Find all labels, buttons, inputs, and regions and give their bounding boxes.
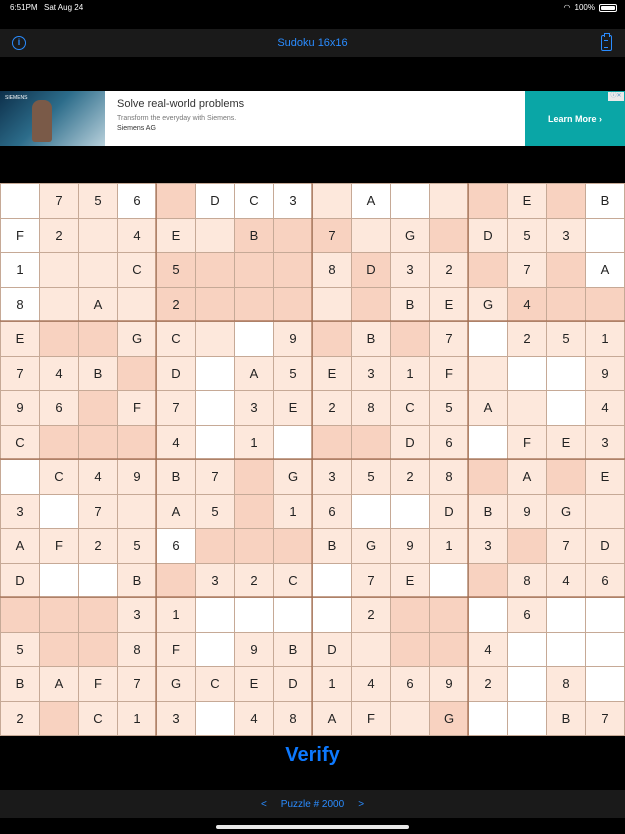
sudoku-cell[interactable] xyxy=(391,598,429,632)
sudoku-cell[interactable]: 5 xyxy=(274,357,312,391)
sudoku-cell[interactable] xyxy=(430,598,468,632)
sudoku-cell[interactable] xyxy=(79,426,117,460)
sudoku-cell[interactable] xyxy=(430,184,468,218)
info-icon[interactable]: i xyxy=(12,36,26,50)
sudoku-cell[interactable]: 5 xyxy=(79,184,117,218)
sudoku-cell[interactable]: 5 xyxy=(547,322,585,356)
sudoku-cell[interactable] xyxy=(79,391,117,425)
sudoku-cell[interactable]: E xyxy=(274,391,312,425)
sudoku-cell[interactable]: 4 xyxy=(352,667,390,701)
sudoku-cell[interactable] xyxy=(196,426,234,460)
verify-button[interactable]: Verify xyxy=(285,744,340,766)
sudoku-cell[interactable]: C xyxy=(40,460,78,494)
sudoku-cell[interactable]: F xyxy=(508,426,546,460)
sudoku-cell[interactable]: 2 xyxy=(313,391,351,425)
sudoku-cell[interactable] xyxy=(586,667,624,701)
ad-text[interactable] xyxy=(105,91,525,146)
sudoku-cell[interactable]: 8 xyxy=(313,253,351,287)
sudoku-cell[interactable]: 4 xyxy=(40,357,78,391)
sudoku-cell[interactable] xyxy=(547,391,585,425)
sudoku-cell[interactable]: 6 xyxy=(313,495,351,529)
sudoku-cell[interactable]: B xyxy=(391,288,429,322)
sudoku-cell[interactable] xyxy=(430,564,468,598)
page-title: Sudoku 16x16 xyxy=(277,37,348,49)
sudoku-cell[interactable]: 3 xyxy=(547,219,585,253)
puzzle-number[interactable]: Puzzle # 2000 xyxy=(280,798,345,810)
sudoku-cell[interactable] xyxy=(352,426,390,460)
sudoku-cell[interactable]: 6 xyxy=(586,564,624,598)
sudoku-cell[interactable]: D xyxy=(430,495,468,529)
sudoku-cell[interactable]: G xyxy=(352,529,390,563)
status-right xyxy=(564,3,617,12)
ad-person-image xyxy=(32,100,52,142)
sudoku-cell[interactable]: 3 xyxy=(586,426,624,460)
sudoku-cell[interactable]: 2 xyxy=(1,702,39,736)
sudoku-cell[interactable]: 7 xyxy=(586,702,624,736)
sudoku-cell[interactable] xyxy=(40,495,78,529)
sudoku-cell[interactable]: 4 xyxy=(586,391,624,425)
sudoku-cell[interactable]: 5 xyxy=(430,391,468,425)
sudoku-cell[interactable]: C xyxy=(157,322,195,356)
sudoku-cell[interactable]: B xyxy=(274,633,312,667)
next-puzzle-button[interactable]: > xyxy=(358,798,365,810)
ad-image[interactable] xyxy=(0,91,105,146)
sudoku-cell[interactable] xyxy=(196,598,234,632)
sudoku-cell[interactable]: G xyxy=(547,495,585,529)
sudoku-cell[interactable]: F xyxy=(1,219,39,253)
sudoku-cell[interactable]: 7 xyxy=(118,667,156,701)
sudoku-cell[interactable]: C xyxy=(79,702,117,736)
sudoku-cell[interactable] xyxy=(547,460,585,494)
sudoku-cell[interactable] xyxy=(352,288,390,322)
sudoku-cell[interactable]: B xyxy=(313,529,351,563)
sudoku-cell[interactable]: 4 xyxy=(118,219,156,253)
sudoku-cell[interactable] xyxy=(235,495,273,529)
ad-brand-mark: SIEMENS xyxy=(5,95,28,101)
sudoku-cell[interactable]: C xyxy=(1,426,39,460)
sudoku-cell[interactable]: 7 xyxy=(352,564,390,598)
sudoku-cell[interactable] xyxy=(196,633,234,667)
sudoku-cell[interactable] xyxy=(118,495,156,529)
sudoku-cell[interactable] xyxy=(469,564,507,598)
sudoku-cell[interactable]: 7 xyxy=(79,495,117,529)
sudoku-cell[interactable] xyxy=(469,253,507,287)
sudoku-cell[interactable]: 3 xyxy=(196,564,234,598)
sudoku-cell[interactable]: 9 xyxy=(1,391,39,425)
status-time: 6:51PM xyxy=(10,3,38,12)
sudoku-cell[interactable] xyxy=(313,288,351,322)
status-date: Sat Aug 24 xyxy=(44,3,84,12)
sudoku-cell[interactable]: 4 xyxy=(508,288,546,322)
sudoku-cell[interactable] xyxy=(79,564,117,598)
sudoku-cell[interactable]: D xyxy=(274,667,312,701)
navigation-bar xyxy=(0,29,625,57)
sudoku-cell[interactable]: A xyxy=(352,184,390,218)
sudoku-cell[interactable]: B xyxy=(235,219,273,253)
sudoku-cell[interactable] xyxy=(547,184,585,218)
sudoku-cell[interactable]: B xyxy=(586,184,624,218)
sudoku-cell[interactable]: B xyxy=(1,667,39,701)
sudoku-cell[interactable] xyxy=(40,633,78,667)
sudoku-cell[interactable] xyxy=(508,633,546,667)
sudoku-cell[interactable] xyxy=(118,426,156,460)
sudoku-cell[interactable]: A xyxy=(586,253,624,287)
sudoku-cell[interactable]: F xyxy=(157,633,195,667)
sudoku-cell[interactable]: 9 xyxy=(430,667,468,701)
sudoku-cell[interactable]: 6 xyxy=(118,184,156,218)
sudoku-cell[interactable]: 8 xyxy=(547,667,585,701)
sudoku-cell[interactable]: 6 xyxy=(508,598,546,632)
sudoku-cell[interactable]: 8 xyxy=(430,460,468,494)
sudoku-cell[interactable]: 1 xyxy=(313,667,351,701)
sudoku-cell[interactable]: D xyxy=(469,219,507,253)
sudoku-cell[interactable]: G xyxy=(391,219,429,253)
sudoku-cell[interactable]: A xyxy=(469,391,507,425)
sudoku-cell[interactable]: 3 xyxy=(1,495,39,529)
sudoku-cell[interactable]: 2 xyxy=(430,253,468,287)
sudoku-cell[interactable] xyxy=(79,598,117,632)
learn-more-label: Learn More xyxy=(547,113,597,124)
sudoku-cell[interactable] xyxy=(469,426,507,460)
ad-banner[interactable] xyxy=(0,91,625,146)
sudoku-cell[interactable] xyxy=(508,357,546,391)
sudoku-cell[interactable] xyxy=(79,633,117,667)
chevron-right-icon: › xyxy=(599,113,603,124)
sudoku-cell[interactable] xyxy=(469,460,507,494)
sudoku-cell[interactable] xyxy=(40,598,78,632)
sudoku-cell[interactable] xyxy=(274,529,312,563)
sudoku-cell[interactable]: 4 xyxy=(547,564,585,598)
sudoku-cell[interactable]: G xyxy=(118,322,156,356)
sudoku-cell[interactable]: 3 xyxy=(274,184,312,218)
sudoku-cell[interactable]: 7 xyxy=(313,219,351,253)
sudoku-cell[interactable]: F xyxy=(118,391,156,425)
sudoku-cell[interactable]: 9 xyxy=(586,357,624,391)
sudoku-cell[interactable]: A xyxy=(157,495,195,529)
sudoku-cell[interactable]: D xyxy=(352,253,390,287)
sudoku-cell[interactable] xyxy=(469,322,507,356)
sudoku-cell[interactable] xyxy=(274,426,312,460)
sudoku-cell[interactable]: 1 xyxy=(1,253,39,287)
sudoku-cell[interactable]: D xyxy=(1,564,39,598)
sudoku-cell[interactable]: 4 xyxy=(79,460,117,494)
sudoku-cell[interactable] xyxy=(79,253,117,287)
sudoku-cell[interactable]: 7 xyxy=(547,529,585,563)
sudoku-cell[interactable] xyxy=(79,219,117,253)
sudoku-cell[interactable] xyxy=(274,253,312,287)
sudoku-cell[interactable]: 2 xyxy=(40,219,78,253)
sudoku-cell[interactable]: D xyxy=(586,529,624,563)
sudoku-cell[interactable]: 1 xyxy=(391,357,429,391)
sudoku-cell[interactable] xyxy=(352,219,390,253)
sudoku-cell[interactable]: 8 xyxy=(274,702,312,736)
previous-puzzle-button[interactable]: < xyxy=(260,798,267,810)
sudoku-cell[interactable]: 1 xyxy=(274,495,312,529)
sudoku-cell[interactable]: 9 xyxy=(274,322,312,356)
sudoku-cell[interactable]: 7 xyxy=(157,391,195,425)
sudoku-cell[interactable]: 1 xyxy=(118,702,156,736)
clipboard-icon[interactable] xyxy=(601,35,612,51)
sudoku-cell[interactable]: 1 xyxy=(430,529,468,563)
sudoku-cell[interactable]: D xyxy=(313,633,351,667)
sudoku-cell[interactable] xyxy=(118,288,156,322)
sudoku-cell[interactable] xyxy=(391,184,429,218)
sudoku-cell[interactable]: C xyxy=(274,564,312,598)
sudoku-cell[interactable] xyxy=(274,219,312,253)
sudoku-cell[interactable]: 1 xyxy=(586,322,624,356)
sudoku-cell[interactable] xyxy=(430,633,468,667)
puzzle-navigation xyxy=(0,790,625,818)
sudoku-cell[interactable] xyxy=(235,529,273,563)
sudoku-cell[interactable] xyxy=(469,184,507,218)
sudoku-cell[interactable] xyxy=(586,495,624,529)
sudoku-cell[interactable]: 5 xyxy=(352,460,390,494)
ad-choices-icon[interactable]: ⓘ✕ xyxy=(608,92,624,101)
sudoku-cell[interactable]: A xyxy=(79,288,117,322)
ad-advertiser: Siemens AG xyxy=(117,125,156,132)
sudoku-cell[interactable]: F xyxy=(79,667,117,701)
sudoku-cell[interactable] xyxy=(235,460,273,494)
sudoku-cell[interactable]: E xyxy=(508,184,546,218)
sudoku-cell[interactable] xyxy=(586,633,624,667)
sudoku-cell[interactable]: G xyxy=(469,288,507,322)
sudoku-cell[interactable]: 5 xyxy=(196,495,234,529)
sudoku-cell[interactable] xyxy=(235,322,273,356)
sudoku-cell[interactable] xyxy=(235,288,273,322)
sudoku-board-wrap xyxy=(0,183,625,736)
sudoku-cell[interactable]: 5 xyxy=(508,219,546,253)
sudoku-cell[interactable] xyxy=(469,598,507,632)
sudoku-cell[interactable]: 2 xyxy=(391,460,429,494)
sudoku-cell[interactable]: G xyxy=(157,667,195,701)
sudoku-cell[interactable]: B xyxy=(79,357,117,391)
sudoku-cell[interactable] xyxy=(157,184,195,218)
sudoku-cell[interactable] xyxy=(391,495,429,529)
ad-headline[interactable]: Solve real-world problems xyxy=(117,98,245,110)
sudoku-cell[interactable]: 2 xyxy=(469,667,507,701)
sudoku-cell[interactable] xyxy=(40,322,78,356)
sudoku-cell[interactable]: 2 xyxy=(352,598,390,632)
sudoku-cell[interactable] xyxy=(313,184,351,218)
sudoku-cell[interactable] xyxy=(196,288,234,322)
sudoku-cell[interactable]: E xyxy=(1,322,39,356)
sudoku-cell[interactable]: 5 xyxy=(118,529,156,563)
sudoku-cell[interactable]: 4 xyxy=(157,426,195,460)
sudoku-cell[interactable]: 2 xyxy=(235,564,273,598)
sudoku-cell[interactable] xyxy=(313,564,351,598)
sudoku-cell[interactable] xyxy=(40,288,78,322)
sudoku-cell[interactable] xyxy=(1,184,39,218)
sudoku-cell[interactable]: E xyxy=(430,288,468,322)
sudoku-cell[interactable]: A xyxy=(235,357,273,391)
sudoku-cell[interactable]: 9 xyxy=(118,460,156,494)
sudoku-cell[interactable] xyxy=(196,702,234,736)
sudoku-cell[interactable] xyxy=(547,357,585,391)
sudoku-cell[interactable] xyxy=(586,288,624,322)
status-bar xyxy=(0,0,625,16)
sudoku-cell[interactable]: B xyxy=(469,495,507,529)
sudoku-cell[interactable] xyxy=(40,564,78,598)
sudoku-cell[interactable]: 5 xyxy=(157,253,195,287)
sudoku-cell[interactable]: 3 xyxy=(118,598,156,632)
sudoku-cell[interactable] xyxy=(508,667,546,701)
sudoku-cell[interactable] xyxy=(313,426,351,460)
home-indicator[interactable] xyxy=(216,825,409,829)
sudoku-cell[interactable]: 9 xyxy=(508,495,546,529)
sudoku-cell[interactable]: 1 xyxy=(157,598,195,632)
sudoku-cell[interactable]: 2 xyxy=(157,288,195,322)
sudoku-cell[interactable]: F xyxy=(352,702,390,736)
sudoku-cell[interactable] xyxy=(313,322,351,356)
sudoku-cell[interactable] xyxy=(586,219,624,253)
sudoku-cell[interactable]: A xyxy=(40,667,78,701)
sudoku-cell[interactable]: 6 xyxy=(430,426,468,460)
sudoku-cell[interactable]: G xyxy=(274,460,312,494)
sudoku-cell[interactable] xyxy=(586,598,624,632)
sudoku-cell[interactable] xyxy=(1,460,39,494)
sudoku-cell[interactable] xyxy=(196,391,234,425)
sudoku-cell[interactable]: F xyxy=(40,529,78,563)
battery-percent: 100% xyxy=(574,3,595,12)
sudoku-cell[interactable]: E xyxy=(235,667,273,701)
sudoku-cell[interactable]: 9 xyxy=(391,529,429,563)
sudoku-cell[interactable]: 3 xyxy=(391,253,429,287)
sudoku-cell[interactable]: C xyxy=(118,253,156,287)
sudoku-cell[interactable] xyxy=(508,391,546,425)
sudoku-cell[interactable] xyxy=(235,253,273,287)
sudoku-cell[interactable]: E xyxy=(157,219,195,253)
sudoku-cell[interactable] xyxy=(352,495,390,529)
sudoku-cell[interactable]: 3 xyxy=(469,529,507,563)
sudoku-cell[interactable] xyxy=(469,357,507,391)
sudoku-cell[interactable] xyxy=(196,219,234,253)
sudoku-cell[interactable] xyxy=(196,357,234,391)
sudoku-cell[interactable]: 7 xyxy=(40,184,78,218)
sudoku-cell[interactable] xyxy=(547,253,585,287)
sudoku-cell[interactable]: G xyxy=(430,702,468,736)
sudoku-cell[interactable]: 6 xyxy=(157,529,195,563)
sudoku-cell[interactable] xyxy=(508,702,546,736)
sudoku-cell[interactable]: E xyxy=(547,426,585,460)
sudoku-cell[interactable] xyxy=(196,322,234,356)
sudoku-cell[interactable]: A xyxy=(313,702,351,736)
sudoku-cell[interactable]: C xyxy=(391,391,429,425)
sudoku-cell[interactable]: D xyxy=(157,357,195,391)
ad-subline: Transform the everyday with Siemens. xyxy=(117,115,237,122)
sudoku-board xyxy=(0,183,625,736)
sudoku-cell[interactable]: A xyxy=(508,460,546,494)
sudoku-cell[interactable]: B xyxy=(118,564,156,598)
sudoku-cell[interactable] xyxy=(547,288,585,322)
sudoku-cell[interactable]: 2 xyxy=(79,529,117,563)
sudoku-cell[interactable]: 7 xyxy=(1,357,39,391)
sudoku-cell[interactable] xyxy=(157,564,195,598)
sudoku-cell[interactable] xyxy=(547,633,585,667)
sudoku-cell[interactable] xyxy=(79,322,117,356)
sudoku-cell[interactable]: 6 xyxy=(40,391,78,425)
sudoku-cell[interactable]: 6 xyxy=(391,667,429,701)
sudoku-cell[interactable]: 3 xyxy=(352,357,390,391)
sudoku-cell[interactable] xyxy=(274,288,312,322)
sudoku-cell[interactable]: D xyxy=(391,426,429,460)
sudoku-cell[interactable] xyxy=(391,633,429,667)
sudoku-cell[interactable] xyxy=(40,426,78,460)
sudoku-cell[interactable] xyxy=(547,598,585,632)
sudoku-cell[interactable]: 3 xyxy=(157,702,195,736)
sudoku-cell[interactable]: 7 xyxy=(430,322,468,356)
sudoku-cell[interactable]: B xyxy=(547,702,585,736)
sudoku-cell[interactable]: E xyxy=(391,564,429,598)
sudoku-cell[interactable] xyxy=(118,357,156,391)
sudoku-cell[interactable]: 1 xyxy=(235,426,273,460)
sudoku-cell[interactable] xyxy=(508,529,546,563)
sudoku-cell[interactable]: E xyxy=(313,357,351,391)
sudoku-cell[interactable]: 8 xyxy=(508,564,546,598)
sudoku-cell[interactable]: 5 xyxy=(1,633,39,667)
sudoku-cell[interactable] xyxy=(1,598,39,632)
sudoku-cell[interactable] xyxy=(40,702,78,736)
sudoku-cell[interactable]: 3 xyxy=(313,460,351,494)
sudoku-cell[interactable]: 9 xyxy=(235,633,273,667)
sudoku-cell[interactable]: 4 xyxy=(235,702,273,736)
sudoku-cell[interactable]: 8 xyxy=(118,633,156,667)
sudoku-cell[interactable] xyxy=(235,598,273,632)
sudoku-cell[interactable]: 7 xyxy=(196,460,234,494)
sudoku-cell[interactable]: B xyxy=(157,460,195,494)
sudoku-cell[interactable]: 2 xyxy=(508,322,546,356)
sudoku-cell[interactable]: F xyxy=(430,357,468,391)
sudoku-cell[interactable]: 7 xyxy=(508,253,546,287)
sudoku-cell[interactable]: A xyxy=(1,529,39,563)
sudoku-cell[interactable] xyxy=(352,633,390,667)
sudoku-cell[interactable] xyxy=(40,253,78,287)
sudoku-cell[interactable] xyxy=(313,598,351,632)
sudoku-cell[interactable] xyxy=(391,322,429,356)
sudoku-cell[interactable]: B xyxy=(352,322,390,356)
battery-icon xyxy=(599,4,617,12)
sudoku-cell[interactable]: 8 xyxy=(1,288,39,322)
sudoku-cell[interactable]: C xyxy=(196,667,234,701)
sudoku-cell[interactable]: D xyxy=(196,184,234,218)
sudoku-cell[interactable] xyxy=(196,253,234,287)
sudoku-cell[interactable] xyxy=(469,702,507,736)
sudoku-cell[interactable] xyxy=(430,219,468,253)
sudoku-cell[interactable]: C xyxy=(235,184,273,218)
sudoku-cell[interactable] xyxy=(196,529,234,563)
sudoku-cell[interactable] xyxy=(391,702,429,736)
sudoku-cell[interactable]: 8 xyxy=(352,391,390,425)
sudoku-cell[interactable]: 3 xyxy=(235,391,273,425)
sudoku-cell[interactable] xyxy=(274,598,312,632)
sudoku-cell[interactable]: E xyxy=(586,460,624,494)
sudoku-cell[interactable]: 4 xyxy=(469,633,507,667)
wifi-icon: ◠ xyxy=(563,3,571,12)
